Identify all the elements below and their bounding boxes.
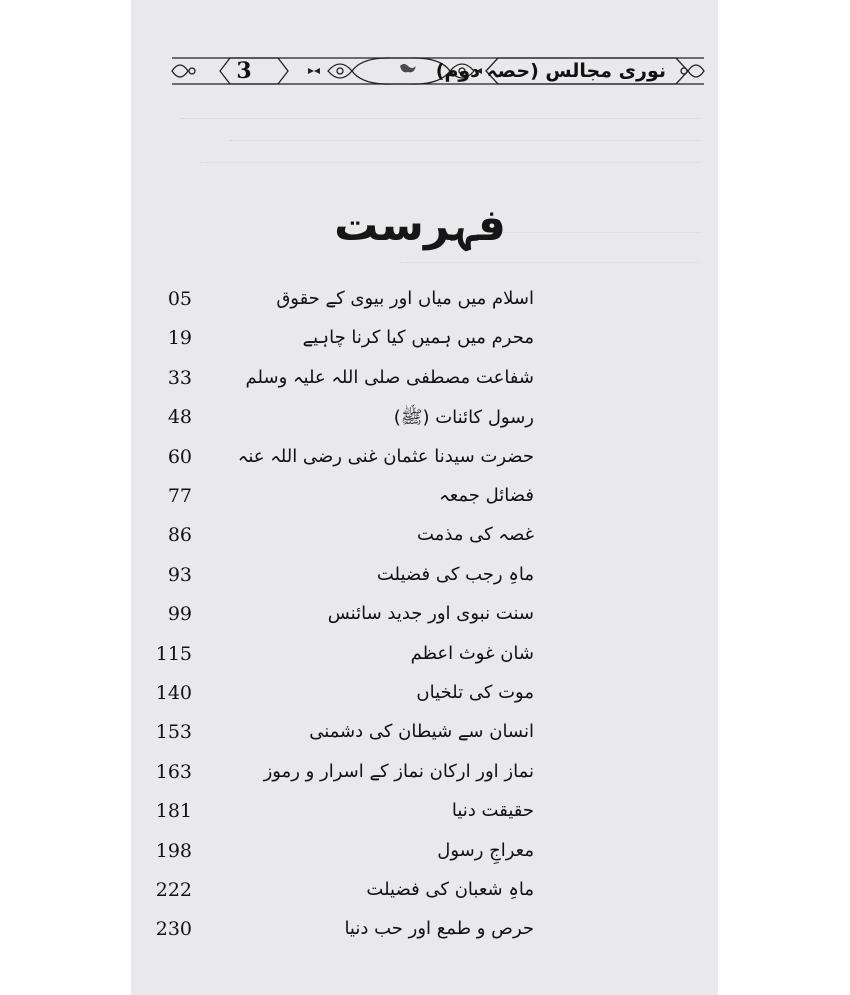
- toc-entry: [150, 682, 534, 714]
- toc-entry-page: 60: [167, 446, 192, 468]
- toc-entry: [150, 288, 534, 320]
- toc-entry: [150, 367, 534, 399]
- toc-entry-title: موت کی تلخیاں: [416, 682, 534, 703]
- toc-entry-title: سنت نبوی اور جدید سائنس: [327, 603, 534, 624]
- toc-entry: [150, 327, 534, 359]
- toc-entry: [150, 761, 534, 793]
- toc-entry-title: حرص و طمع اور حب دنیا: [344, 918, 534, 939]
- toc-entry: [150, 406, 534, 438]
- toc-entry-page: 140: [155, 682, 192, 704]
- toc-entry-title: اسلام میں میاں اور بیوی کے حقوق: [276, 288, 534, 309]
- toc-entry: [150, 446, 534, 478]
- toc-entry: [150, 524, 534, 556]
- toc-entry-title: شان غوث اعظم: [410, 643, 534, 664]
- toc-heading: فہرست: [334, 200, 506, 251]
- toc-entry-title: محرم میں ہمیں کیا کرنا چاہیے: [302, 327, 534, 348]
- toc-entry: [150, 485, 534, 517]
- toc-entry-page: 19: [167, 327, 192, 349]
- toc-entry-page: 181: [155, 800, 192, 822]
- toc-entry-page: 48: [167, 406, 192, 428]
- toc-entry-title: فضائل جمعہ: [439, 485, 534, 506]
- toc-entry: [150, 564, 534, 596]
- toc-entry-page: 153: [155, 721, 192, 743]
- toc-entry-page: 222: [155, 879, 192, 901]
- book-title: نوری مجالس (حصہ دوم): [435, 60, 666, 82]
- toc-entry-page: 93: [167, 564, 192, 586]
- toc-entry: [150, 840, 534, 872]
- toc-entry-page: 77: [167, 485, 192, 507]
- toc-entry-title: حقیقت دنیا: [451, 800, 534, 821]
- toc-entry: [150, 721, 534, 753]
- toc-entry: [150, 603, 534, 635]
- toc-entry-page: 115: [155, 643, 192, 665]
- toc-entry: [150, 643, 534, 675]
- toc-entry: [150, 879, 534, 911]
- toc-entry-page: 198: [155, 840, 192, 862]
- toc-entry-title: ماہِ رجب کی فضیلت: [376, 564, 534, 585]
- page-number: 3: [236, 58, 252, 84]
- toc-entry-title: نماز اور ارکان نماز کے اسرار و رموز: [263, 761, 534, 782]
- toc-entry-title: انسان سے شیطان کی دشمنی: [309, 721, 534, 742]
- toc-entry-title: معراجِ رسول: [437, 840, 534, 861]
- toc-entry-page: 163: [155, 761, 192, 783]
- toc-entry-title: غصہ کی مذمت: [417, 524, 534, 545]
- toc-entry-page: 230: [155, 918, 192, 940]
- toc-entry-page: 05: [167, 288, 192, 310]
- toc-entry-title: رسول کائنات (ﷺ): [393, 407, 534, 428]
- toc-entry: [150, 800, 534, 832]
- toc-entry: [150, 918, 534, 950]
- toc-entry-title: ماہِ شعبان کی فضیلت: [366, 879, 534, 900]
- toc-entry-title: شفاعت مصطفی صلی اللہ علیہ وسلم: [245, 367, 534, 388]
- toc-entry-title: حضرت سیدنا عثمان غنی رضی اللہ عنہ: [237, 446, 534, 467]
- toc-entry-page: 99: [167, 603, 192, 625]
- toc-entry-page: 86: [167, 524, 192, 546]
- toc-entry-page: 33: [167, 367, 192, 389]
